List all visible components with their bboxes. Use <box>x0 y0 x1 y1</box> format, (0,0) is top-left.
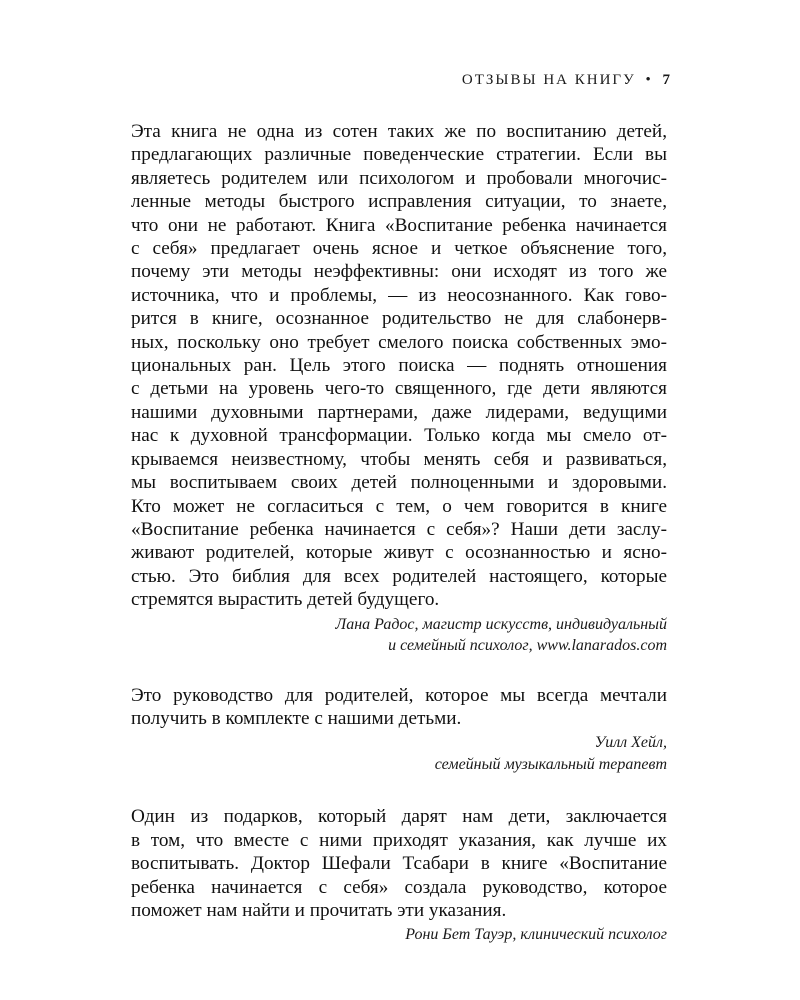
review-2-text <box>131 684 667 731</box>
review-3-attribution <box>131 924 667 946</box>
review-1-text <box>131 120 667 612</box>
attribution-line: семейный музыкальный терапевт <box>434 755 667 773</box>
bullet-separator: • <box>645 72 653 88</box>
text-line: Кто может не согласиться с тем, о чем говорится в книге <box>131 495 667 517</box>
text-line: нашими духовными партнерами, даже лидерами, ведущими <box>131 401 667 423</box>
text-line: Эта книга не одна из сотен таких же по воспитанию детей, <box>131 121 667 142</box>
text-line: стью. Это библия для всех родителей настоящего, которые <box>131 565 667 587</box>
text-line: ленные методы быстрого исправления ситуации, то знаете, <box>131 191 667 213</box>
review-2-attribution <box>131 732 667 775</box>
running-head <box>462 72 670 89</box>
text-line: с детьми на уровень чего-то священного, где дети являются <box>131 378 667 400</box>
text-line: ных, поскольку оно требует смелого поиска собственных эмо- <box>131 331 667 353</box>
review-3 <box>131 805 667 946</box>
text-line: нас к духовной трансформации. Только когда мы смело от- <box>131 425 667 447</box>
text-line: источника, что и проблемы, — из неосознанного. Как гово- <box>131 284 667 306</box>
text-line: Это руководство для родителей, которое мы всегда мечтали <box>131 684 667 706</box>
text-line: циональных ран. Цель этого поиска — поднять отношения <box>131 355 667 377</box>
text-line: рится в книге, осознанное родительство не для слабонерв- <box>131 308 667 330</box>
text-line: предлагающих различные поведенческие стратегии. Если вы <box>131 144 667 166</box>
review-3-text <box>131 805 667 922</box>
text-line: с себя» предлагает очень ясное и четкое объяснение того, <box>131 238 667 260</box>
text-line: крываемся неизвестному, чтобы менять себя и развиваться, <box>131 448 667 470</box>
text-line: в том, что вместе с ними приходят указания, как лучше их <box>131 829 667 851</box>
review-1-attribution <box>131 614 667 657</box>
attribution-line: Рони Бет Тауэр, клинический психолог <box>405 926 667 944</box>
text-line: живают родителей, которые живут с осознанностью и ясно- <box>131 542 667 564</box>
attribution-line: Лана Радос, магистр искусств, индивидуальный <box>335 615 667 633</box>
text-line: получить в комплекте с нашими детьми. <box>131 707 462 729</box>
review-2 <box>131 684 667 776</box>
text-line: стремятся вырастить детей будущего. <box>131 589 440 611</box>
text-line: мы воспитываем своих детей полноценными и здоровыми. <box>131 472 667 494</box>
text-line: являетесь родителем или психологом и пробовали многочис- <box>131 167 667 189</box>
reviews-content <box>131 120 667 946</box>
text-line: поможет нам найти и прочитать эти указания. <box>131 899 507 921</box>
section-title: ОТЗЫВЫ НА КНИГУ <box>461 72 636 88</box>
text-line: почему эти методы неэффективны: они исходят из того же <box>131 261 667 283</box>
page-number: 7 <box>662 72 670 88</box>
review-1 <box>131 120 667 657</box>
text-line: ребенка начинается с себя» создала руководство, которое <box>131 876 667 898</box>
text-line: воспитывать. Доктор Шефали Тсабари в книге «Воспитание <box>131 853 667 875</box>
text-line: «Воспитание ребенка начинается с себя»? Наши дети заслу- <box>131 518 667 540</box>
text-line: Один из подарков, который дарят нам дети, заключается <box>131 806 667 828</box>
attribution-line: Уилл Хейл, <box>594 734 667 752</box>
attribution-line: и семейный психолог, www.lanarados.com <box>388 637 667 655</box>
text-line: что они не работают. Книга «Воспитание ребенка начинается <box>131 214 667 236</box>
